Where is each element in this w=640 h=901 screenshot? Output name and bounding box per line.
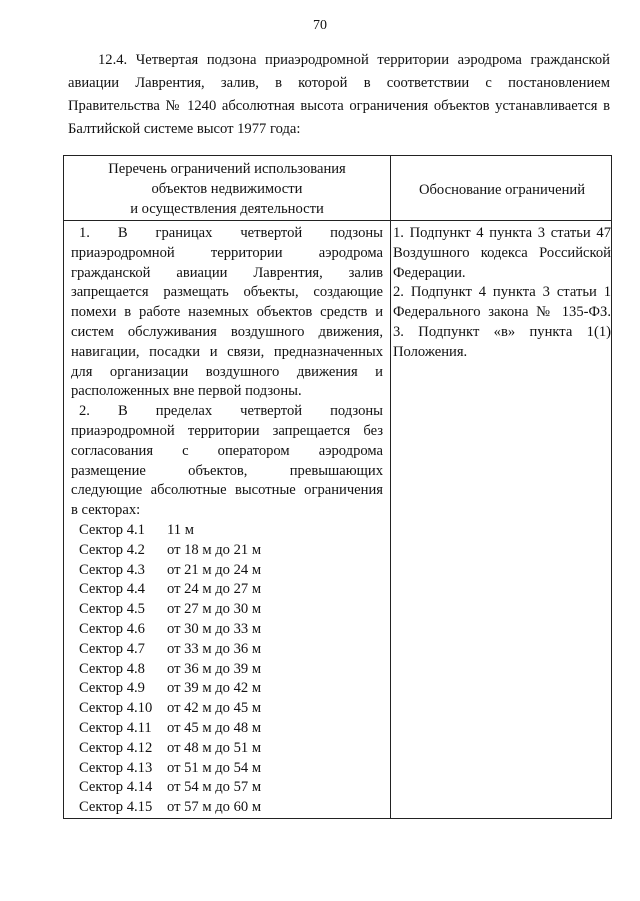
sector-limit: от 48 м до 51 м	[167, 739, 262, 756]
sector-row	[71, 739, 383, 759]
restriction-line: в секторах:	[71, 502, 141, 519]
sector-name: Сектор 4.3	[79, 561, 145, 578]
restriction-line: следующие абсолютные высотные ограничения	[71, 482, 383, 499]
sector-row	[71, 521, 383, 541]
restriction-line: размещение объектов, превышающих	[71, 462, 383, 479]
sector-limit: от 39 м до 42 м	[167, 680, 262, 697]
sector-name: Сектор 4.2	[79, 541, 145, 558]
justification-line: 1. Подпункт 4 пункта 3 статьи 47	[393, 225, 611, 241]
restriction-line: приаэродромной территории запрещается без	[71, 422, 383, 439]
justification-line: Положения.	[393, 343, 468, 360]
justification-line: 3. Подпункт «в» пункта 1(1)	[393, 323, 611, 340]
sector-row	[71, 600, 383, 620]
sector-row	[71, 640, 383, 660]
intro-line: Балтийской системе высот 1977 года:	[68, 121, 301, 137]
sector-limit: от 21 м до 24 м	[167, 561, 262, 578]
sector-row	[71, 798, 383, 818]
header-left-line: объектов недвижимости	[151, 181, 303, 197]
justification-line: Федерального закона № 135-ФЗ.	[393, 304, 611, 321]
sector-limit: от 42 м до 45 м	[167, 700, 262, 717]
sector-name: Сектор 4.6	[79, 620, 145, 637]
sector-limit: от 45 м до 48 м	[167, 719, 262, 736]
justification-line: Федерации.	[393, 264, 466, 281]
sector-row	[71, 620, 383, 640]
sector-name: Сектор 4.8	[79, 660, 145, 677]
header-divider	[64, 220, 611, 221]
header-left	[64, 159, 390, 219]
sector-name: Сектор 4.13	[79, 759, 153, 776]
sector-name: Сектор 4.4	[79, 581, 145, 598]
sector-name: Сектор 4.14	[79, 779, 153, 796]
restriction-line: для организации воздушного движения и	[71, 363, 383, 380]
sector-name: Сектор 4.11	[79, 719, 152, 736]
restriction-line: приаэродромной территории аэродрома	[71, 244, 383, 261]
restrictions-list	[71, 224, 383, 818]
sector-limit: от 54 м до 57 м	[167, 779, 262, 796]
restriction-line: согласования с оператором аэродрома	[71, 442, 383, 459]
header-right: Обоснование ограничений	[418, 182, 586, 198]
sector-limit: от 27 м до 30 м	[167, 601, 262, 618]
sector-row	[71, 778, 383, 798]
sector-row	[71, 561, 383, 581]
sector-row	[71, 541, 383, 561]
sector-limit: от 51 м до 54 м	[167, 759, 262, 776]
sector-limit: от 30 м до 33 м	[167, 620, 262, 637]
sector-name: Сектор 4.9	[79, 680, 145, 697]
sector-row	[71, 719, 383, 739]
restriction-line: гражданской авиации Лаврентия, залив	[71, 264, 383, 281]
sector-limit: от 36 м до 39 м	[167, 660, 262, 677]
intro-line: авиации Лаврентия, залив, в которой в соответствии с постановлением	[68, 75, 610, 91]
sector-name: Сектор 4.5	[79, 601, 145, 618]
restrictions-table	[63, 155, 612, 819]
sector-limit: от 18 м до 21 м	[167, 541, 262, 558]
restriction-line: 1. В границах четвертой подзоны	[79, 225, 383, 241]
page-number: 70	[313, 18, 327, 33]
restriction-line: расположенных вне первой подзоны.	[71, 383, 302, 400]
sector-name: Сектор 4.7	[79, 640, 145, 657]
sector-limit: от 33 м до 36 м	[167, 640, 262, 657]
intro-line: 12.4. Четвертая подзона приаэродромной территории аэродрома гражданской	[98, 52, 610, 68]
restriction-line: запрещается размещать объекты, создающие	[71, 284, 383, 301]
sector-limit: от 24 м до 27 м	[167, 581, 262, 598]
restriction-line: систем обслуживания воздушного движения,	[71, 323, 383, 340]
header-left-line: и осуществления деятельности	[130, 201, 324, 217]
sector-row	[71, 759, 383, 779]
justification-line: 2. Подпункт 4 пункта 3 статьи 1	[393, 284, 611, 301]
intro-paragraph	[68, 49, 610, 141]
sector-name: Сектор 4.15	[79, 799, 153, 816]
column-divider	[390, 156, 391, 818]
justification-list	[393, 224, 611, 363]
sector-limit: от 57 м до 60 м	[167, 799, 262, 816]
sector-row	[71, 660, 383, 680]
sector-row	[71, 580, 383, 600]
sector-limit: 11 м	[167, 521, 194, 538]
sector-row	[71, 699, 383, 719]
justification-line: Воздушного кодекса Российской	[393, 244, 611, 261]
sector-row	[71, 679, 383, 699]
restriction-line: 2. В пределах четвертой подзоны	[79, 403, 383, 420]
sector-name: Сектор 4.12	[79, 739, 153, 756]
intro-line: Правительства № 1240 абсолютная высота ограничения объектов устанавливается в	[68, 98, 610, 114]
restriction-line: навигации, посадки и связи, предназначенных	[71, 343, 383, 360]
restriction-line: помехи в работе наземных объектов средств и	[71, 304, 383, 321]
sector-name: Сектор 4.1	[79, 521, 145, 538]
header-left-line: Перечень ограничений использования	[108, 161, 346, 177]
sector-name: Сектор 4.10	[79, 700, 153, 717]
